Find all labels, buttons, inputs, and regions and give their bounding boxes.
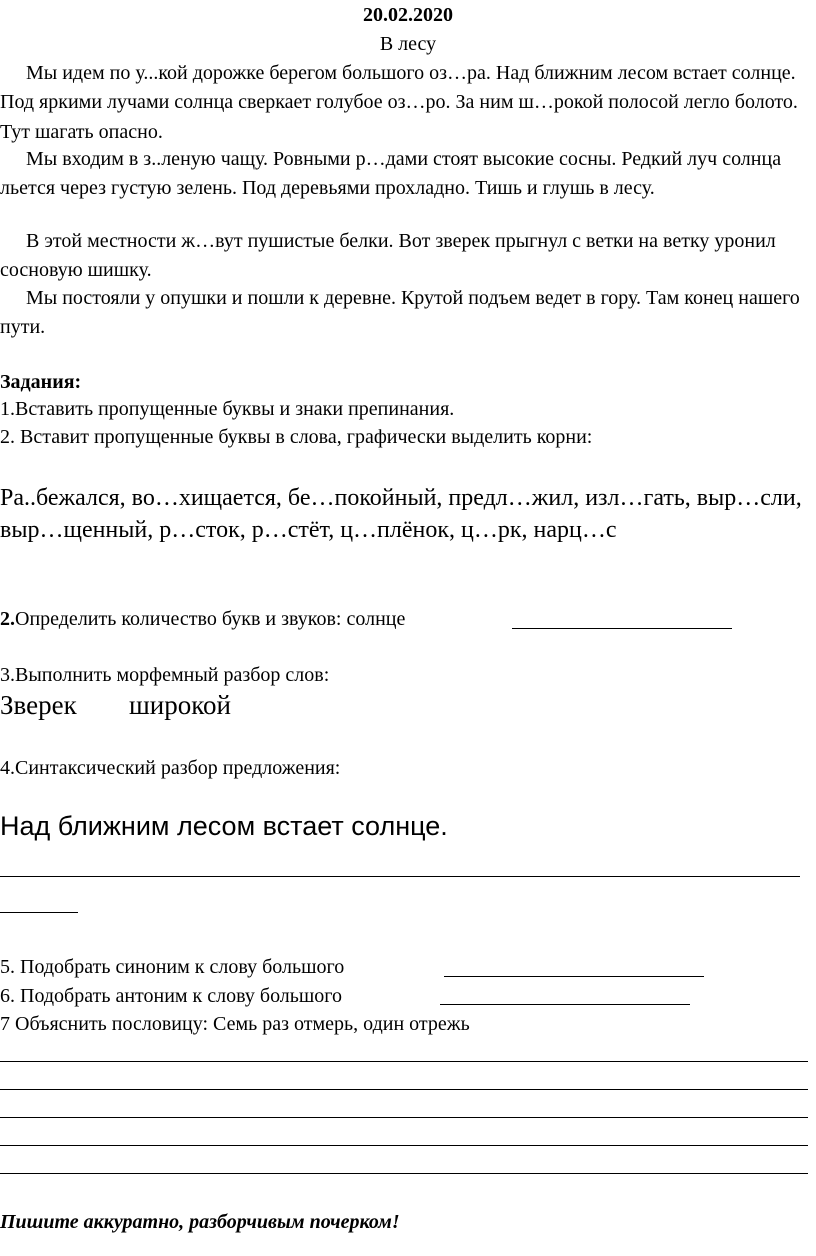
answer-line[interactable] <box>0 1145 808 1146</box>
text-paragraph-3: В этой местности ж…вут пушистые белки. Вот зверек прыгнул с ветки на ветку уронил сосновую шишку. <box>0 230 776 282</box>
text-paragraph-4: Мы постояли у опушки и пошли к деревне. Крутой подъем ведет в гору. Там конец нашего пути. <box>0 287 800 339</box>
answer-line[interactable] <box>0 1117 808 1118</box>
task-5: 5. Подобрать синоним к слову большого <box>0 956 345 978</box>
text-title: В лесу <box>379 33 437 55</box>
answer-line[interactable] <box>444 976 704 977</box>
task-7: 7 Объяснить пословицу: Семь раз отмерь, один отрежь <box>0 1013 470 1035</box>
task-2: 2. Вставит пропущенные буквы в слова, графически выделить корни: <box>0 426 593 448</box>
tasks-heading: Задания: <box>0 371 82 393</box>
answer-line[interactable] <box>0 1173 808 1174</box>
task-1: 1.Вставить пропущенные буквы и знаки препинания. <box>0 398 455 420</box>
text-paragraph-2: Мы входим в з..леную чащу. Ровными р…дами стоят высокие сосны. Редкий луч солнца льется через густую зелень. Под деревьями прохладно. Тишь и глушь в лесу. <box>0 148 782 200</box>
task-3: 3.Выполнить морфемный разбор слов: <box>0 664 330 686</box>
answer-line[interactable] <box>0 1061 808 1062</box>
answer-line[interactable] <box>0 1089 808 1090</box>
date-heading: 20.02.2020 <box>363 4 453 26</box>
words-list: Ра..бежался, во…хищается, бе…покойный, предл…жил, изл…гать, выр…сли, выр…щенный, р…сток, р…стёт, ц…плёнок, ц…рк, нарц…с <box>0 485 802 543</box>
morph-word-2: широкой <box>129 690 231 720</box>
text-paragraph-1: Мы идем по у...кой дорожке берегом большого оз…ра. Над ближним лесом встает солнце. Под яркими лучами солнца сверкает голубое оз…ро. За ним ш…рокой полосой легло болото. Тут шагать опасно. <box>0 62 798 143</box>
answer-line[interactable] <box>0 876 800 877</box>
answer-line[interactable] <box>440 1004 690 1005</box>
answer-line[interactable] <box>0 912 78 913</box>
task-number: 2. <box>0 608 15 630</box>
task-4: 4.Синтаксический разбор предложения: <box>0 757 341 779</box>
task-letters-sounds <box>0 606 405 632</box>
sentence: Над ближним лесом встает солнце. <box>0 811 448 841</box>
answer-line[interactable] <box>512 628 732 629</box>
morph-word-1: Зверек <box>0 690 77 720</box>
task-letters-sounds-text: Определить количество букв и звуков: солнце <box>15 608 406 630</box>
task-6: 6. Подобрать антоним к слову большого <box>0 985 343 1007</box>
footer-note: Пишите аккуратно, разборчивым почерком! <box>0 1211 400 1233</box>
